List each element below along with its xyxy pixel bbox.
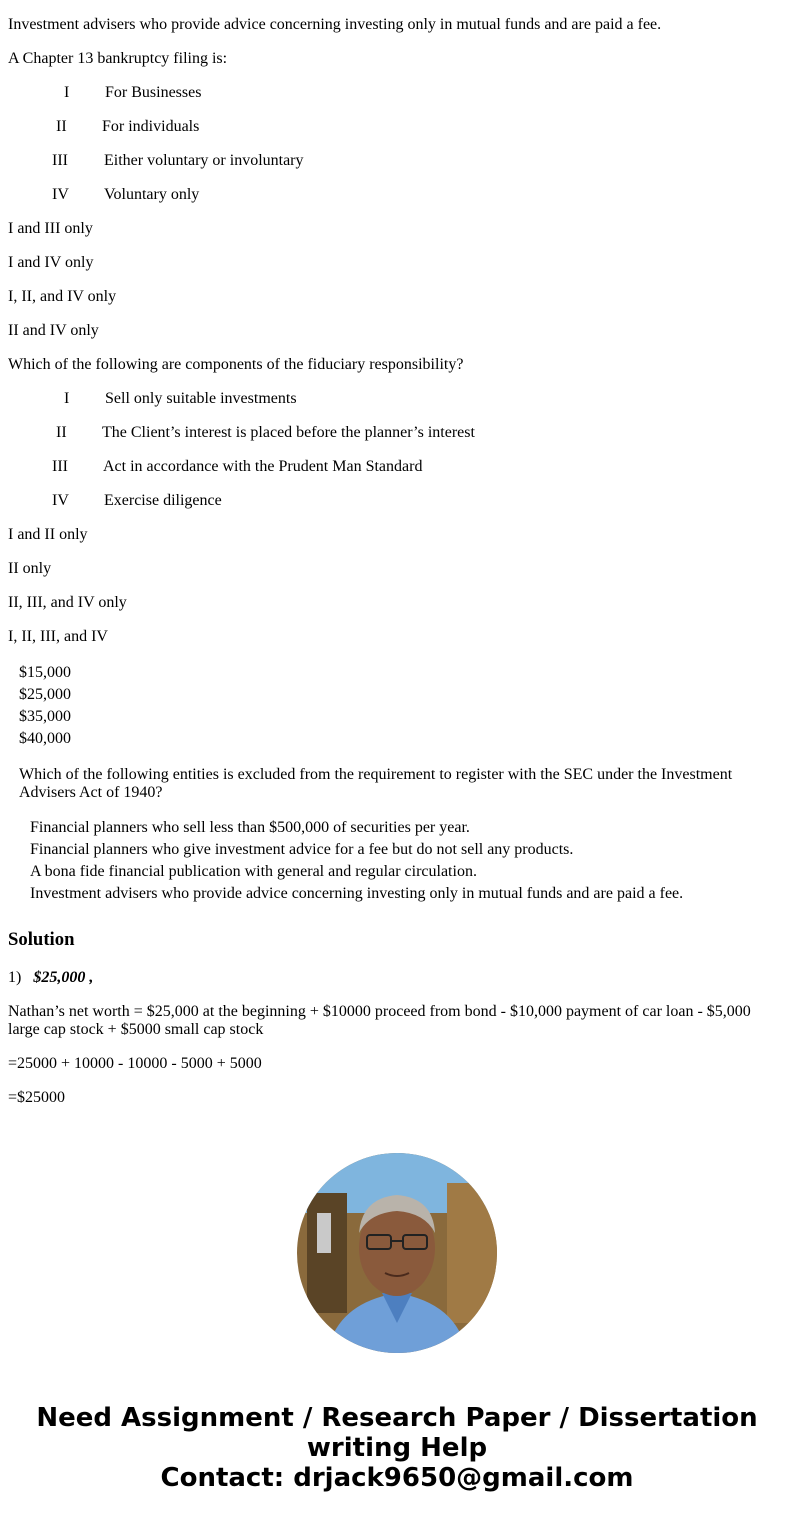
item-text: Either voluntary or involuntary [104,152,304,169]
sec-choice: A bona fide financial publication with general and regular circulation. [30,863,477,880]
chapter13-choice-d: II and IV only [8,322,99,339]
item-text: Exercise diligence [104,492,222,509]
avatar-portrait [297,1153,497,1353]
item-numeral: II [56,424,67,441]
answer-number: 1) [8,969,22,986]
item-numeral: I [64,84,70,101]
solution-answer [8,969,93,987]
solution-heading: Solution [8,929,75,950]
item-numeral: III [52,152,68,169]
author-avatar [297,1153,497,1353]
item-numeral: IV [52,186,69,203]
item-numeral: IV [52,492,69,509]
previous-option-tail: Investment advisers who provide advice concerning investing only in mutual funds and are paid a fee. [8,16,662,33]
networth-choice: $40,000 [19,730,71,747]
sec-choice: Financial planners who give investment advice for a fee but do not sell any products. [30,841,574,858]
networth-choice: $25,000 [19,686,71,703]
item-text: For individuals [102,118,200,135]
item-text: For Businesses [105,84,202,101]
promo-contact: Contact: drjack9650@gmail.com [160,1463,634,1493]
promo-banner [0,1403,794,1493]
solution-calculation: =25000 + 10000 - 10000 - 5000 + 5000 [8,1055,262,1072]
chapter13-choice-a: I and III only [8,220,93,237]
fiduciary-choice-a: I and II only [8,526,88,543]
question-chapter13-stem: A Chapter 13 bankruptcy filing is: [8,50,228,67]
item-numeral: I [64,390,70,407]
answer-value: $25,000 , [33,969,94,986]
item-text: Voluntary only [104,186,200,203]
solution-explanation: Nathan’s net worth = $25,000 at the beginning + $10000 proceed from bond - $10,000 payment of car loan - $5,000 large cap stock + $5000 small cap stock [8,1003,751,1038]
networth-choice-list [19,662,71,750]
item-numeral: II [56,118,67,135]
promo-line-1: Need Assignment / Research Paper / Dissertation [36,1403,758,1433]
item-text: Act in accordance with the Prudent Man Standard [103,458,423,475]
networth-choice: $15,000 [19,664,71,681]
sec-choice: Investment advisers who provide advice concerning investing only in mutual funds and are paid a fee. [30,885,684,902]
networth-choice: $35,000 [19,708,71,725]
fiduciary-choice-d: I, II, III, and IV [8,628,108,645]
item-numeral: III [52,458,68,475]
sec-choice-list [30,817,683,905]
chapter13-choice-b: I and IV only [8,254,94,271]
solution-result: =$25000 [8,1089,66,1106]
chapter13-choice-c: I, II, and IV only [8,288,117,305]
fiduciary-choice-b: II only [8,560,52,577]
item-text: The Client’s interest is placed before the planner’s interest [102,424,475,441]
question-sec-stem: Which of the following entities is excluded from the requirement to register with the SEC under the Investment Advisers Act of 1940? [19,766,733,801]
promo-line-2: writing Help [306,1433,488,1463]
sec-choice: Financial planners who sell less than $500,000 of securities per year. [30,819,470,836]
question-fiduciary-stem: Which of the following are components of the fiduciary responsibility? [8,356,464,373]
item-text: Sell only suitable investments [105,390,297,407]
fiduciary-choice-c: II, III, and IV only [8,594,127,611]
